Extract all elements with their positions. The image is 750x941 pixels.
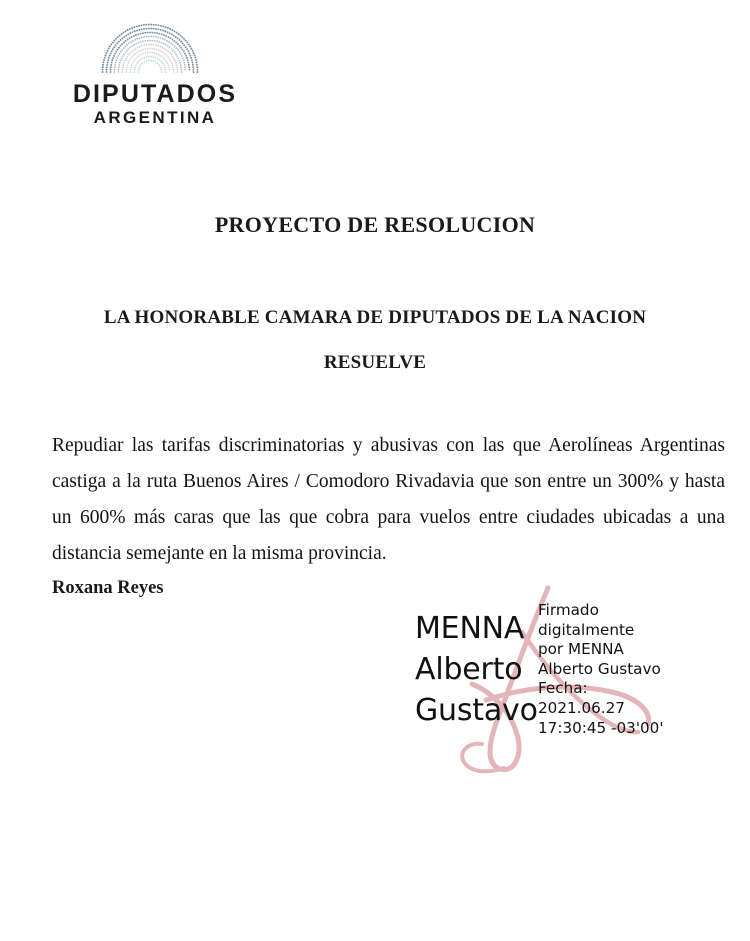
signature-detail-line-6: 2021.06.27 [538, 698, 625, 717]
page-title: PROYECTO DE RESOLUCION [214, 212, 536, 237]
signature-name-line-1: MENNA [415, 611, 525, 646]
logo-text-diputados: DIPUTADOS [72, 80, 238, 108]
signature-name-line-2: Alberto [415, 652, 523, 687]
resolves-heading: RESUELVE [323, 352, 427, 373]
digital-signature-block [406, 572, 750, 787]
parliament-semicircle-emblem [74, 22, 226, 74]
signature-detail-line-2: digitalmente [538, 620, 635, 639]
signature-detail-line-4: Alberto Gustavo [538, 659, 661, 678]
signature-detail-line-5: Fecha: [538, 679, 588, 698]
chamber-heading: LA HONORABLE CAMARA DE DIPUTADOS DE LA NACION [103, 307, 647, 328]
signature-name [415, 608, 551, 731]
signature-details [538, 601, 748, 738]
logo-text-argentina: ARGENTINA [93, 108, 217, 127]
signature-name-line-3: Gustavo [415, 693, 538, 728]
resolution-body-text: Repudiar las tarifas discriminatorias y abusivas con las que Aerolíneas Argentinas castiga a la ruta Buenos Aires / Comodoro Rivadavia que son entre un 300% y hasta un 600% más caras que las que cobra para vuelos entre ciudades ubicadas a una distancia semejante en la misma provincia. [52, 435, 725, 564]
letterhead [48, 22, 258, 128]
signature-detail-line-1: Firmado [538, 601, 599, 619]
signature-detail-line-3: por MENNA [538, 640, 624, 659]
signature-detail-line-7: 17:30:45 -03'00' [538, 718, 664, 737]
author-name: Roxana Reyes [52, 578, 164, 598]
